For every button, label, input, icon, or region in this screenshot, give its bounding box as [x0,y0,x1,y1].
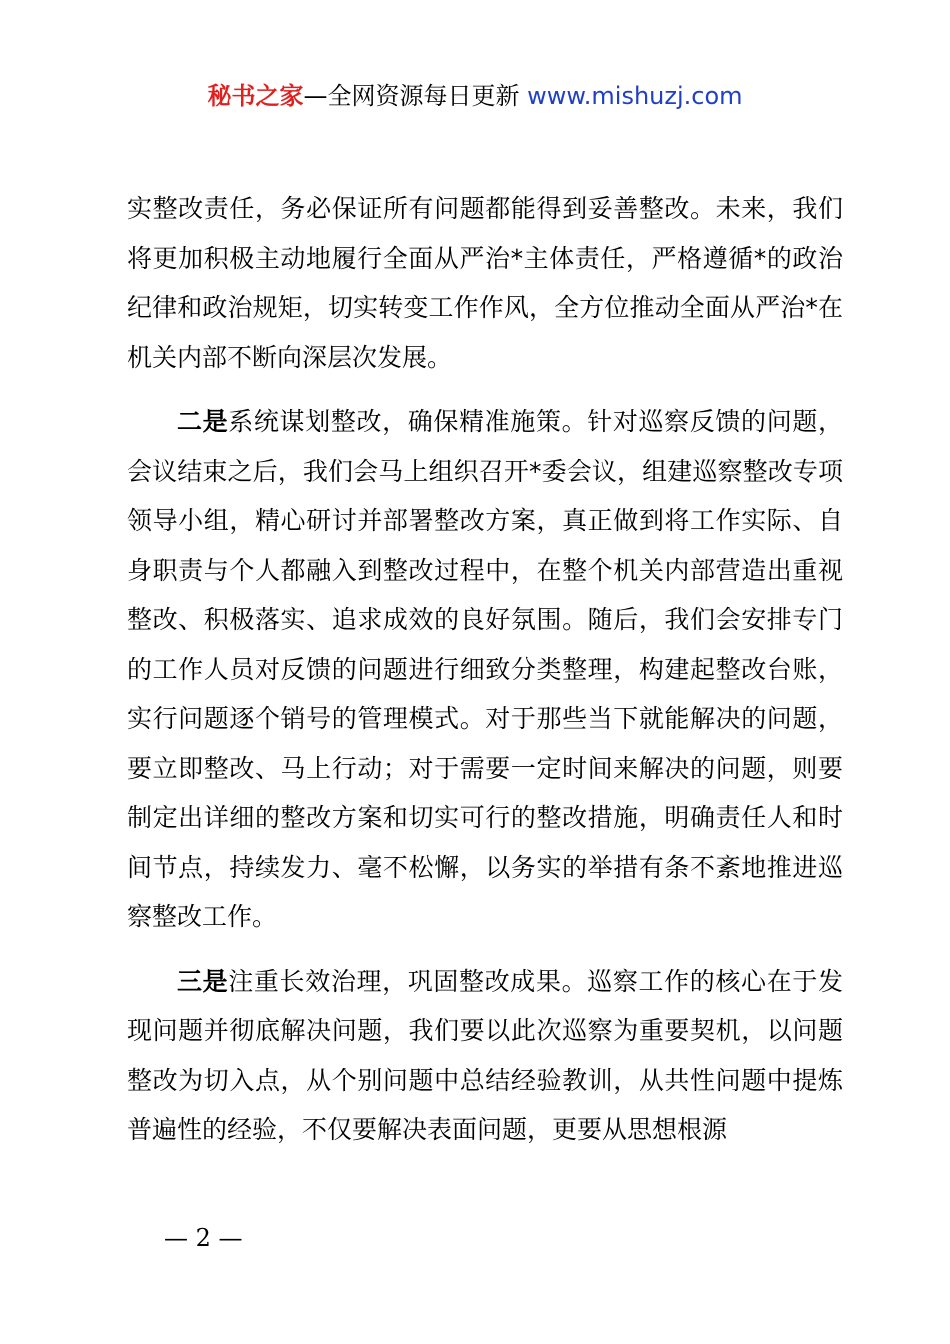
paragraph-text: 系统谋划整改，确保精准施策。针对巡察反馈的问题，会议结束之后，我们会马上组织召开*委会议，组建巡察整改专项领导小组，精心研讨并部署整改方案，真正做到将工作实际、自身职责与个人都融入到整改过程中，在整个机关内部营造出重视整改、积极落实、追求成效的良好氛围。随后，我们会安排专门的工作人员对反馈的问题进行细致分类整理，构建起整改台账，实行问题逐个销号的管理模式。对于那些当下就能解决的问题，要立即整改、马上行动；对于需要一定时间来解决的问题，则要制定出详细的整改方案和切实可行的整改措施，明确责任人和时间节点，持续发力、毫不松懈，以务实的举措有条不紊地推进巡察整改工作。 [127,407,843,931]
site-url[interactable]: www.mishuzj.com [527,82,743,110]
document-body [127,184,843,1170]
paragraph-second-point [127,397,843,942]
paragraph-lead: 二是 [177,407,229,436]
brand-name: 秘书之家 [207,82,304,110]
paragraph-text: 注重长效治理，巩固整改成果。巡察工作的核心在于发现问题并彻底解决问题，我们要以此次巡察为重要契机，以问题整改为切入点，从个别问题中总结经验教训，从共性问题中提炼普遍性的经验，不仅要解决表面问题，更要从思想根源 [127,966,843,1144]
paragraph-text: 实整改责任，务必保证所有问题都能得到妥善整改。未来，我们将更加积极主动地履行全面从严治*主体责任，严格遵循*的政治纪律和政治规矩，切实转变工作作风，全方位推动全面从严治*在机关内部不断向深层次发展。 [127,194,843,372]
paragraph-third-point [127,957,843,1155]
paragraph-continuation [127,184,843,382]
paragraph-lead: 三是 [177,966,229,996]
site-header [0,80,950,112]
header-tagline: —全网资源每日更新 [303,82,528,110]
page-number: — 2 — [164,1224,243,1252]
